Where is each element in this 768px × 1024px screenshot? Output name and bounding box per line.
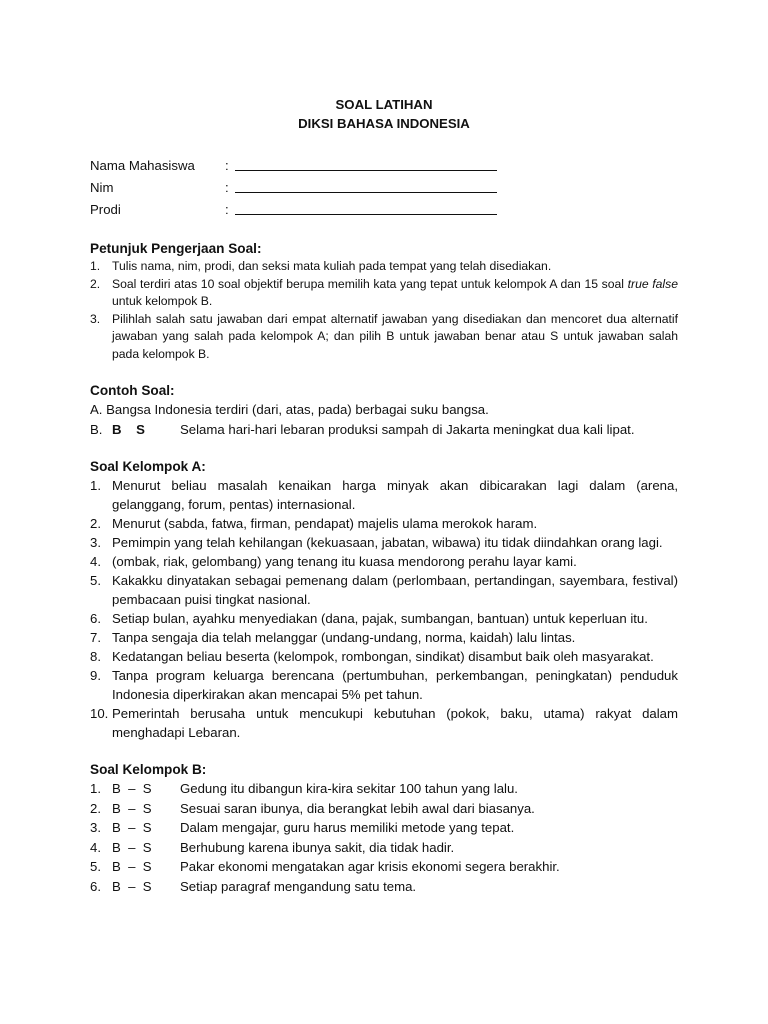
answer-blank-line	[235, 155, 497, 171]
identity-row-nim	[90, 177, 678, 199]
group-a-section	[90, 457, 678, 742]
item-number: 4.	[90, 554, 101, 569]
list-item	[90, 533, 678, 552]
example-heading: Contoh Soal:	[90, 383, 175, 398]
item-text: Menurut (sabda, fatwa, firman, pendapat) majelis ulama merokok haram.	[112, 516, 538, 531]
identity-row-prodi	[90, 199, 678, 221]
identity-label: Prodi	[90, 202, 121, 217]
identity-colon: :	[225, 202, 229, 217]
instructions-list	[90, 258, 678, 363]
example-b	[90, 420, 678, 440]
item-text: Gedung itu dibangun kira-kira sekitar 100 tahun yang lalu.	[180, 781, 518, 796]
identity-block	[90, 155, 678, 221]
list-item	[90, 609, 678, 628]
identity-row-name	[90, 155, 678, 177]
example-section	[90, 381, 678, 439]
item-number: 3.	[90, 535, 101, 550]
answer-blank-line	[235, 177, 497, 193]
item-number: 5.	[90, 859, 101, 874]
document-page	[90, 95, 678, 896]
instructions-heading: Petunjuk Pengerjaan Soal:	[90, 241, 262, 256]
true-false-mark: B – S	[112, 878, 152, 894]
item-number: 1.	[90, 781, 101, 796]
list-item	[90, 779, 678, 799]
example-b-number: B.	[90, 421, 103, 437]
item-number: 1.	[90, 478, 101, 493]
list-item	[90, 704, 678, 742]
item-text	[112, 276, 678, 311]
example-b-mark: B S	[112, 421, 145, 437]
true-false-mark: B – S	[112, 800, 152, 816]
group-b-list	[90, 779, 678, 896]
item-number: 4.	[90, 839, 101, 855]
item-text: Tanpa program keluarga berencana (pertumbuhan, perkembangan, peningkatan) penduduk Indonesia diperkirakan akan mencapai 5% pet tahun.	[112, 668, 678, 702]
item-number: 6.	[90, 611, 101, 626]
group-b-heading: Soal Kelompok B:	[90, 762, 207, 777]
identity-label: Nim	[90, 180, 114, 195]
list-item	[90, 258, 678, 276]
item-number: 1.	[90, 259, 101, 273]
item-number: 8.	[90, 649, 101, 664]
true-false-mark: B – S	[112, 820, 152, 835]
item-number: 10.	[90, 706, 109, 721]
group-b-section	[90, 760, 678, 896]
item-number: 5.	[90, 573, 101, 588]
instructions-section	[90, 239, 678, 363]
list-item	[90, 552, 678, 571]
item-number: 6.	[90, 878, 101, 894]
title-line-1: SOAL LATIHAN	[335, 97, 433, 112]
item-number: 3.	[90, 311, 101, 326]
list-item	[90, 276, 678, 311]
true-false-mark: B – S	[112, 839, 152, 855]
true-false-mark: B – S	[112, 781, 152, 796]
example-a: A. Bangsa Indonesia terdiri (dari, atas, pada) berbagai suku bangsa.	[90, 402, 489, 417]
item-number: 3.	[90, 820, 101, 835]
item-text-part: Soal terdiri atas 10 soal objektif berupa memilih kata yang tepat untuk kelompok A dan 15 soal	[112, 276, 624, 291]
true-false-mark: B – S	[112, 859, 152, 874]
list-item	[90, 818, 678, 838]
item-text: Pakar ekonomi mengatakan agar krisis ekonomi segera berakhir.	[180, 859, 560, 874]
document-title	[90, 95, 678, 133]
item-number: 2.	[90, 276, 101, 291]
list-item	[90, 838, 678, 858]
item-number: 9.	[90, 668, 101, 683]
item-text: Sesuai saran ibunya, dia berangkat lebih awal dari biasanya.	[180, 800, 535, 816]
list-item	[90, 666, 678, 704]
item-text: Menurut beliau masalah kenaikan harga minyak akan dibicarakan lagi dalam (arena, gelanggang, forum, pentas) internasional.	[112, 478, 678, 512]
item-text: Dalam mengajar, guru harus memiliki metode yang tepat.	[180, 820, 515, 835]
group-a-list	[90, 476, 678, 742]
item-text: Berhubung karena ibunya sakit, dia tidak hadir.	[180, 839, 455, 855]
list-item	[90, 571, 678, 609]
list-item	[90, 514, 678, 533]
list-item	[90, 311, 678, 364]
item-text: Kedatangan beliau beserta (kelompok, rombongan, sindikat) disambut baik oleh masyarakat.	[112, 649, 654, 664]
list-item	[90, 799, 678, 819]
list-item	[90, 628, 678, 647]
item-text: Pemerintah berusaha untuk mencukupi kebutuhan (pokok, baku, utama) rakyat dalam menghadapi Lebaran.	[112, 706, 678, 740]
example-b-text: Selama hari-hari lebaran produksi sampah di Jakarta meningkat dua kali lipat.	[180, 421, 635, 437]
item-number: 2.	[90, 516, 101, 531]
item-number: 7.	[90, 630, 101, 645]
item-text: (ombak, riak, gelombang) yang tenang itu kuasa mendorong perahu layar kami.	[112, 554, 577, 569]
identity-colon: :	[225, 180, 229, 195]
identity-colon: :	[225, 158, 229, 173]
item-text: Tulis nama, nim, prodi, dan seksi mata kuliah pada tempat yang telah disediakan.	[112, 259, 552, 273]
list-item	[90, 647, 678, 666]
item-text: Setiap paragraf mengandung satu tema.	[180, 878, 417, 894]
group-a-heading: Soal Kelompok A:	[90, 459, 206, 474]
answer-blank-line	[235, 199, 497, 215]
list-item	[90, 877, 678, 897]
item-number: 2.	[90, 800, 101, 816]
item-text: Kakakku dinyatakan sebagai pemenang dalam (perlombaan, pertandingan, sayembara, festival) pembacaan puisi tingkat nasional.	[112, 573, 678, 607]
identity-label: Nama Mahasiswa	[90, 158, 195, 173]
item-text: Pemimpin yang telah kehilangan (kekuasaan, jabatan, wibawa) itu tidak diindahkan orang lagi.	[112, 535, 663, 550]
item-text: Pilihlah salah satu jawaban dari empat alternatif jawaban yang disediakan dan mencoret dua alternatif jawaban yang salah pada kelompok A; dan pilih B untuk jawaban benar atau S untuk jawaban salah pada kelompok B.	[112, 311, 678, 361]
list-item	[90, 476, 678, 514]
title-line-2: DIKSI BAHASA INDONESIA	[298, 116, 470, 131]
item-text: Setiap bulan, ayahku menyediakan (dana, pajak, sumbangan, bantuan) untuk keperluan itu.	[112, 611, 648, 626]
item-text-part: untuk kelompok B.	[112, 294, 213, 308]
item-text: Tanpa sengaja dia telah melanggar (undang-undang, norma, kaidah) lalu lintas.	[112, 630, 576, 645]
list-item	[90, 857, 678, 877]
item-text-italic: true false	[627, 276, 678, 291]
